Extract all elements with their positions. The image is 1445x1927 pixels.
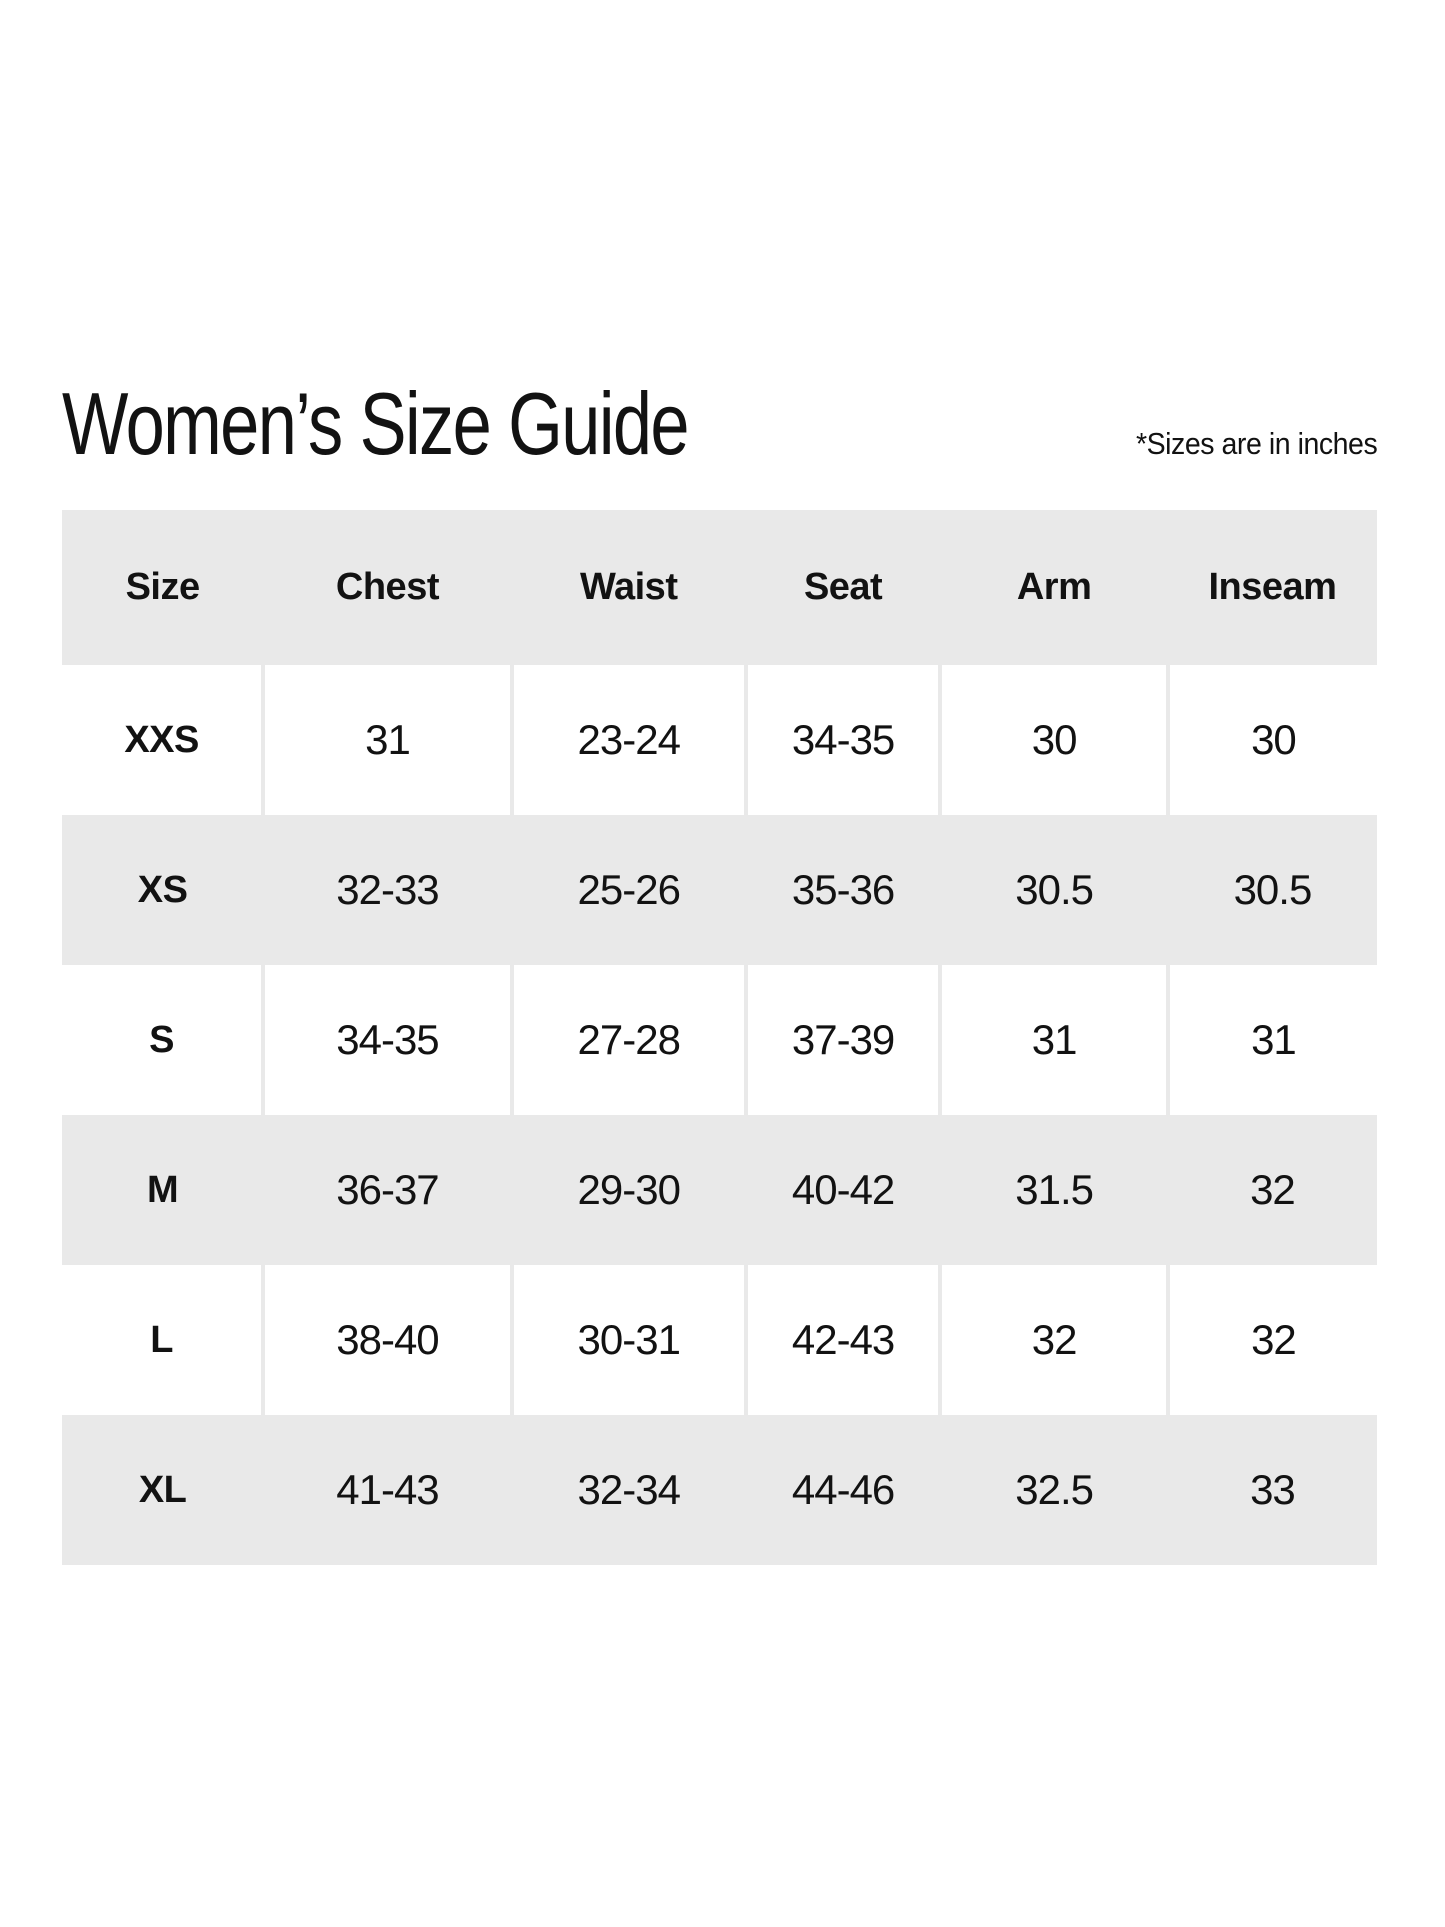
page-title: Women’s Size Guide (62, 374, 688, 473)
measurement-cell: 27-28 (512, 965, 746, 1115)
size-guide-table-body (62, 665, 1377, 1565)
column-header-size: Size (62, 510, 263, 665)
units-note: *Sizes are in inches (1135, 426, 1377, 461)
measurement-cell: 32 (940, 1265, 1167, 1415)
measurement-cell: 41-43 (263, 1415, 512, 1565)
measurement-cell: 40-42 (746, 1115, 941, 1265)
measurement-cell: 35-36 (746, 815, 941, 965)
measurement-cell: 32-34 (512, 1415, 746, 1565)
measurement-cell: 30 (1168, 665, 1377, 815)
column-header-seat: Seat (746, 510, 941, 665)
measurement-cell: 36-37 (263, 1115, 512, 1265)
table-row (62, 1415, 1377, 1565)
size-label-cell: XL (62, 1415, 263, 1565)
size-label-cell: S (62, 965, 263, 1115)
size-label-cell: XXS (62, 665, 263, 815)
measurement-cell: 31 (263, 665, 512, 815)
table-row (62, 665, 1377, 815)
measurement-cell: 31 (1168, 965, 1377, 1115)
column-header-waist: Waist (512, 510, 746, 665)
size-label-cell: L (62, 1265, 263, 1415)
measurement-cell: 32 (1168, 1265, 1377, 1415)
measurement-cell: 31.5 (940, 1115, 1167, 1265)
measurement-cell: 37-39 (746, 965, 941, 1115)
size-label-cell: M (62, 1115, 263, 1265)
measurement-cell: 30-31 (512, 1265, 746, 1415)
size-label-cell: XS (62, 815, 263, 965)
measurement-cell: 42-43 (746, 1265, 941, 1415)
measurement-cell: 25-26 (512, 815, 746, 965)
measurement-cell: 32 (1168, 1115, 1377, 1265)
table-row (62, 1115, 1377, 1265)
measurement-cell: 38-40 (263, 1265, 512, 1415)
measurement-cell: 32-33 (263, 815, 512, 965)
table-row (62, 1265, 1377, 1415)
header-row (62, 510, 1377, 665)
measurement-cell: 44-46 (746, 1415, 941, 1565)
measurement-cell: 34-35 (746, 665, 941, 815)
table-row (62, 965, 1377, 1115)
size-guide-page (62, 0, 1377, 1565)
measurement-cell: 32.5 (940, 1415, 1167, 1565)
measurement-cell: 34-35 (263, 965, 512, 1115)
measurement-cell: 30.5 (940, 815, 1167, 965)
measurement-cell: 31 (940, 965, 1167, 1115)
column-header-arm: Arm (940, 510, 1167, 665)
measurement-cell: 29-30 (512, 1115, 746, 1265)
size-guide-table (62, 510, 1377, 1565)
page-header (62, 374, 1377, 473)
measurement-cell: 23-24 (512, 665, 746, 815)
measurement-cell: 30 (940, 665, 1167, 815)
column-header-chest: Chest (263, 510, 512, 665)
table-header (62, 510, 1377, 665)
table-row (62, 815, 1377, 965)
measurement-cell: 30.5 (1168, 815, 1377, 965)
measurement-cell: 33 (1168, 1415, 1377, 1565)
column-header-inseam: Inseam (1168, 510, 1377, 665)
